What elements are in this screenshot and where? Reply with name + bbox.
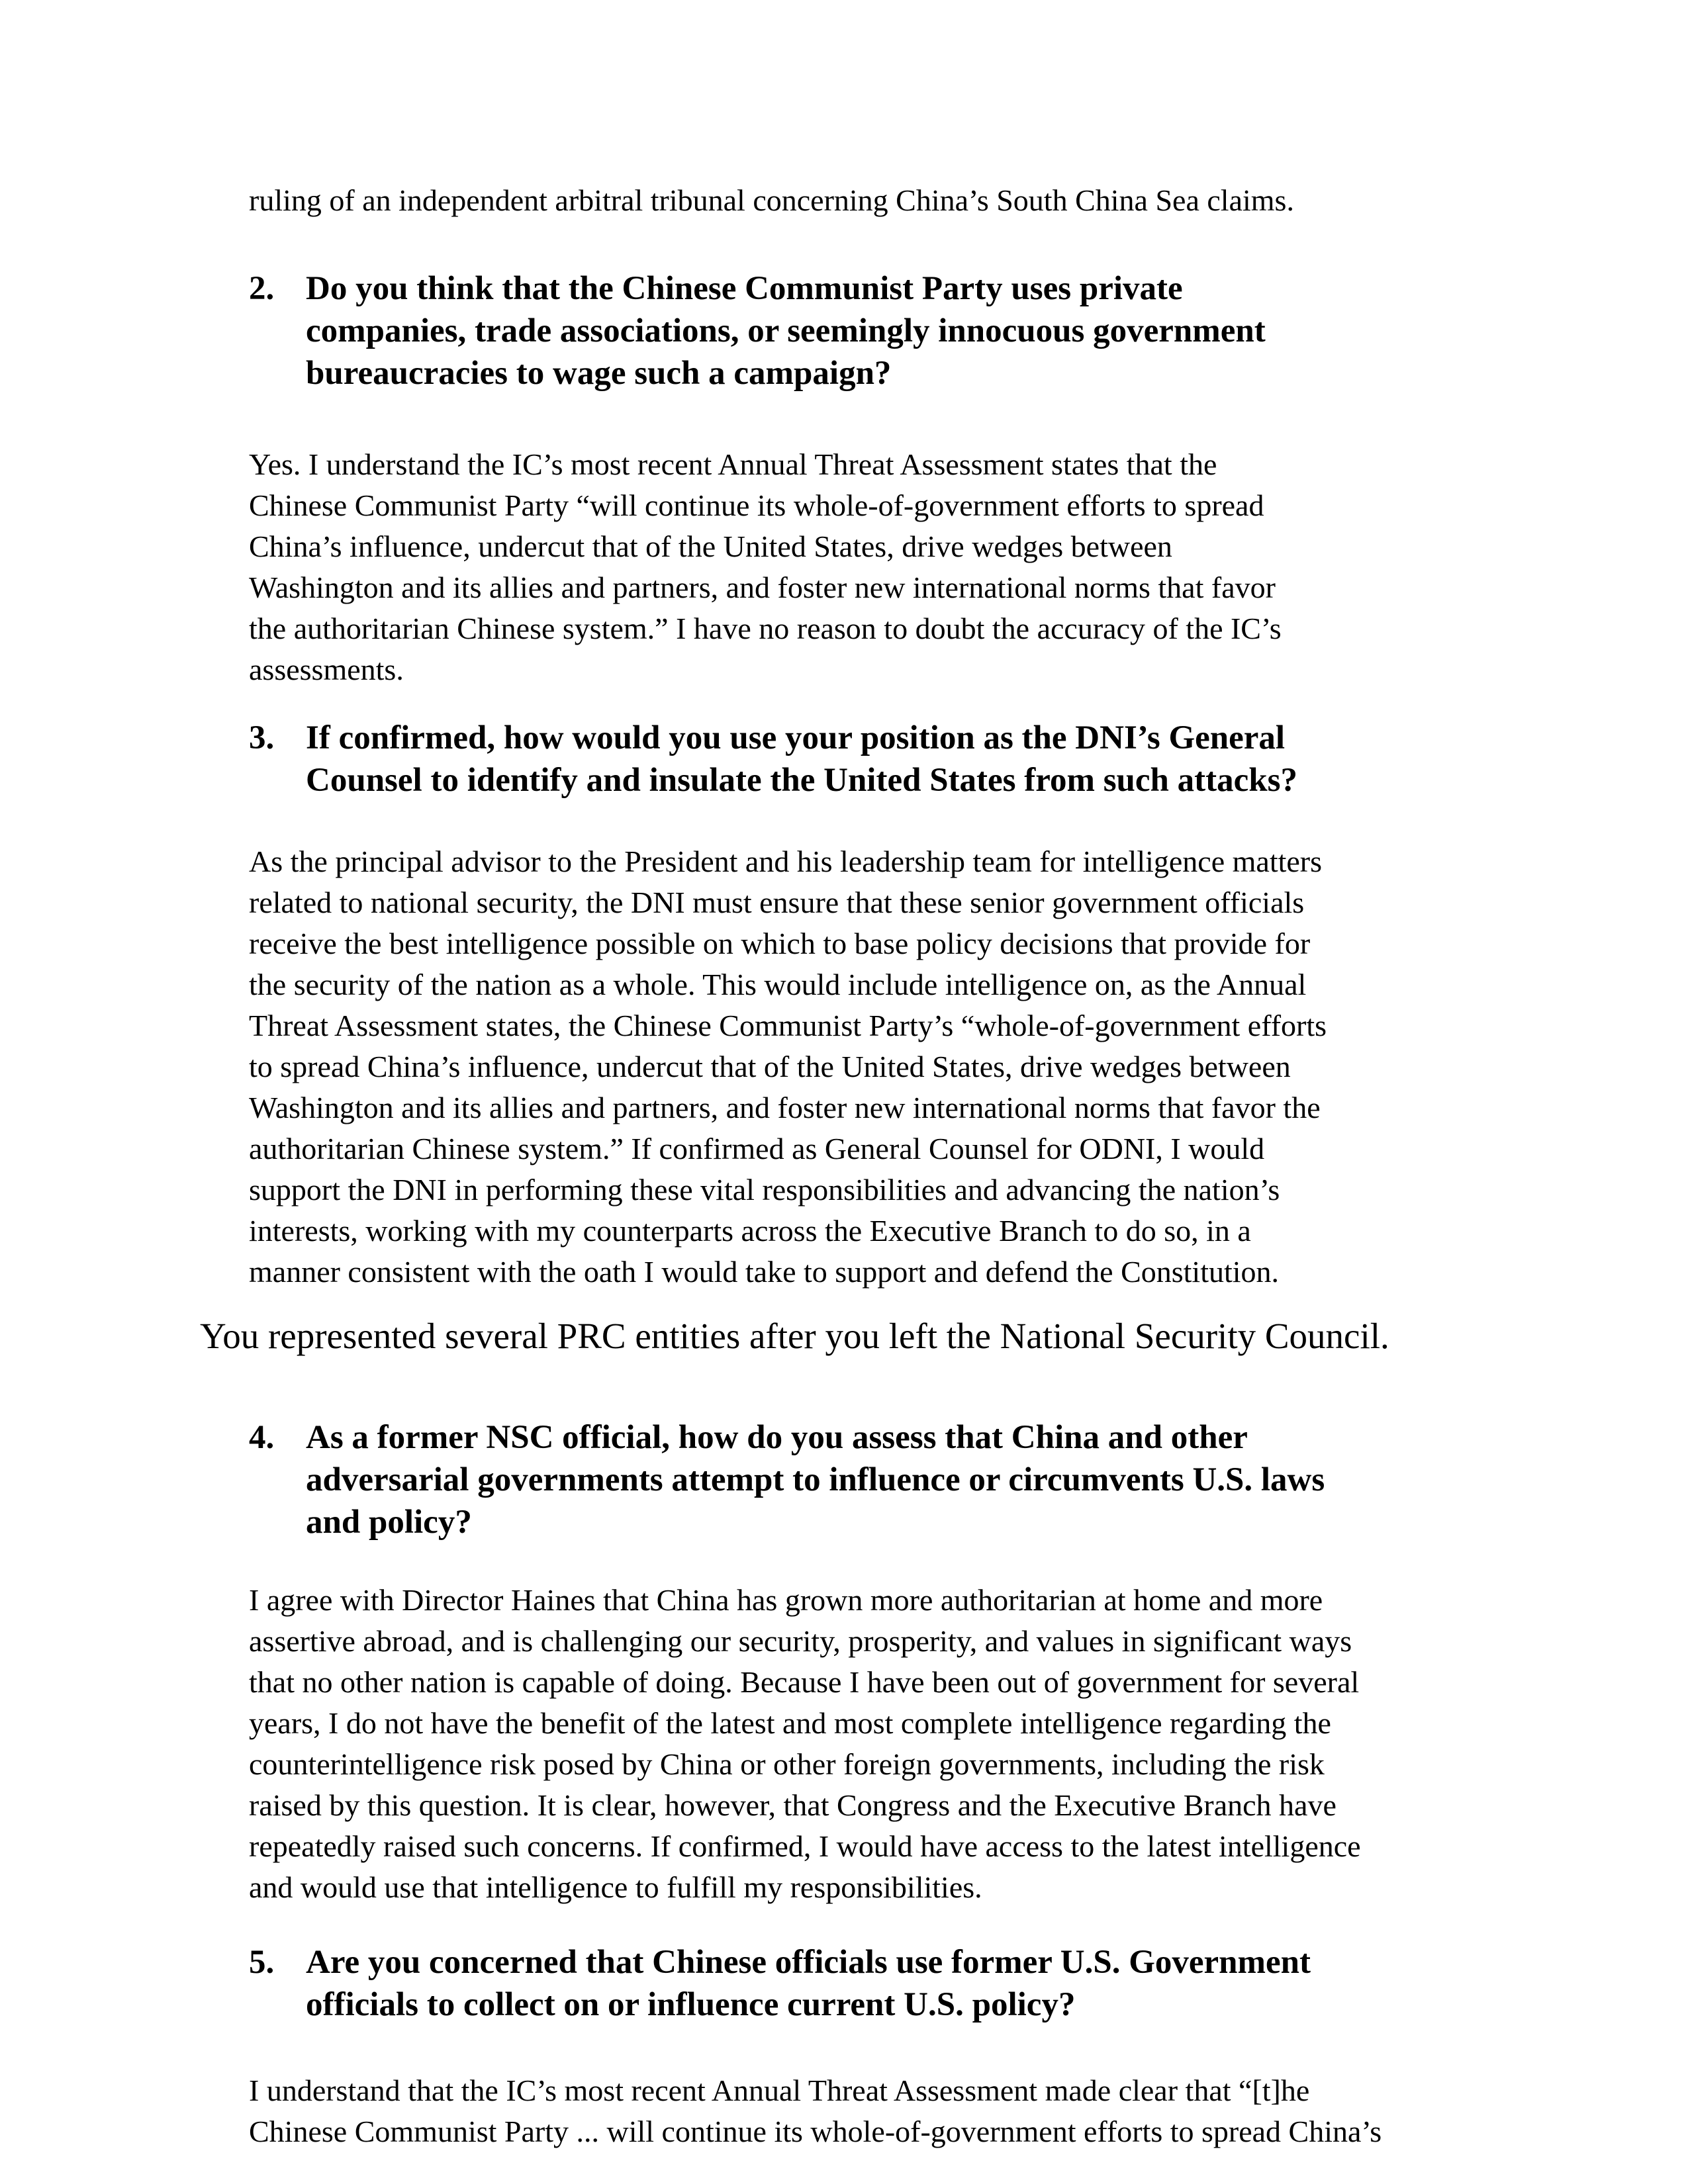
text-line: Chinese Communist Party ... will continue its whole-of-government efforts to spread China’s xyxy=(249,2115,1382,2148)
answer-paragraph-4 xyxy=(249,1580,1573,1908)
text-line: I understand that the IC’s most recent Annual Threat Assessment made clear that “[t]he xyxy=(249,2073,1310,2107)
question-text xyxy=(306,267,1266,394)
text-line: You represented several PRC entities after you left the National Security Council. xyxy=(200,1316,1389,1356)
text-line: ruling of an independent arbitral tribunal concerning China’s South China Sea claims. xyxy=(249,183,1294,217)
statement-paragraph xyxy=(200,1312,1573,1360)
text-line: Counsel to identify and insulate the United States from such attacks? xyxy=(306,762,1297,799)
text-line: support the DNI in performing these vital responsibilities and advancing the nation’s xyxy=(249,1173,1280,1206)
answer-paragraph-2 xyxy=(249,444,1573,690)
text-line: receive the best intelligence possible on which to base policy decisions that provide for xyxy=(249,927,1311,960)
text-line: I agree with Director Haines that China has grown more authoritarian at home and more xyxy=(249,1583,1323,1617)
question-item-4 xyxy=(249,1416,1573,1543)
text-line: counterintelligence risk posed by China or other foreign governments, including the risk xyxy=(249,1747,1325,1781)
text-line: raised by this question. It is clear, however, that Congress and the Executive Branch have xyxy=(249,1788,1336,1822)
answer-paragraph-3 xyxy=(249,841,1573,1293)
text-line: As the principal advisor to the President and his leadership team for intelligence matters xyxy=(249,844,1323,878)
question-text xyxy=(306,717,1297,801)
text-line: Threat Assessment states, the Chinese Communist Party’s “whole-of-government efforts xyxy=(249,1009,1327,1042)
question-text xyxy=(306,1416,1325,1543)
text-line: companies, trade associations, or seemingly innocuous government xyxy=(306,312,1266,349)
text-line: years, I do not have the benefit of the latest and most complete intelligence regarding the xyxy=(249,1706,1331,1740)
text-line: assertive abroad, and is challenging our security, prosperity, and values in significant ways xyxy=(249,1624,1352,1658)
text-line: authoritarian Chinese system.” If confirmed as General Counsel for ODNI, I would xyxy=(249,1132,1265,1165)
text-line: Washington and its allies and partners, and foster new international norms that favor the xyxy=(249,1091,1321,1124)
text-line: If confirmed, how would you use your position as the DNI’s General xyxy=(306,719,1286,756)
text-line: adversarial governments attempt to influence or circumvents U.S. laws xyxy=(306,1461,1325,1498)
text-line: the security of the nation as a whole. This would include intelligence on, as the Annual xyxy=(249,968,1307,1001)
text-line: Yes. I understand the IC’s most recent Annual Threat Assessment states that the xyxy=(249,447,1217,481)
text-line: manner consistent with the oath I would take to support and defend the Constitution. xyxy=(249,1255,1280,1289)
text-line: and would use that intelligence to fulfill my responsibilities. xyxy=(249,1870,982,1904)
text-line: As a former NSC official, how do you assess that China and other xyxy=(306,1419,1248,1456)
text-line: assessments. xyxy=(249,653,404,686)
text-line: officials to collect on or influence current U.S. policy? xyxy=(306,1986,1076,2023)
text-line: China’s influence, undercut that of the United States, drive wedges between xyxy=(249,529,1172,563)
text-line: Chinese Communist Party “will continue its whole-of-government efforts to spread xyxy=(249,488,1264,522)
text-line: related to national security, the DNI must ensure that these senior government officials xyxy=(249,886,1305,919)
document-content xyxy=(200,180,1573,2152)
question-item-2 xyxy=(249,267,1573,394)
text-line: Are you concerned that Chinese officials use former U.S. Government xyxy=(306,1944,1311,1981)
text-line: Washington and its allies and partners, and foster new international norms that favor xyxy=(249,570,1276,604)
text-line: Do you think that the Chinese Communist Party uses private xyxy=(306,270,1183,307)
question-item-3 xyxy=(249,717,1573,801)
answer-paragraph-5 xyxy=(249,2070,1573,2152)
text-line: interests, working with my counterparts across the Executive Branch to do so, in a xyxy=(249,1214,1251,1248)
text-line: to spread China’s influence, undercut that of the United States, drive wedges between xyxy=(249,1050,1291,1083)
continuation-paragraph xyxy=(249,180,1573,221)
question-number: 4. xyxy=(249,1419,275,1456)
text-line: the authoritarian Chinese system.” I have no reason to doubt the accuracy of the IC’s xyxy=(249,612,1282,645)
text-line: and policy? xyxy=(306,1504,472,1541)
question-text xyxy=(306,1941,1311,2026)
text-line: repeatedly raised such concerns. If confirmed, I would have access to the latest intelligence xyxy=(249,1829,1361,1863)
question-number: 2. xyxy=(249,270,275,307)
question-item-5 xyxy=(249,1941,1573,2026)
text-line: bureaucracies to wage such a campaign? xyxy=(306,355,892,392)
text-line: that no other nation is capable of doing. Because I have been out of government for several xyxy=(249,1665,1360,1699)
question-number: 5. xyxy=(249,1944,275,1981)
question-number: 3. xyxy=(249,719,275,756)
